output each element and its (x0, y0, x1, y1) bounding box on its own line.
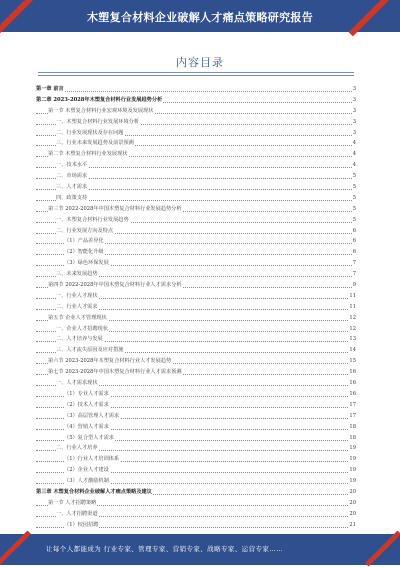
toc-entry[interactable] (36, 324, 356, 335)
toc-entry[interactable] (36, 258, 356, 269)
toc-entry[interactable] (36, 476, 356, 487)
toc-entry-page: 19 (348, 476, 356, 487)
toc-entry-page: 12 (348, 313, 356, 324)
toc-entry-page: 20 (348, 509, 356, 520)
toc-entry-label: 三、人才需求 (56, 182, 88, 193)
toc-entry-page: 6 (352, 247, 356, 258)
toc-entry[interactable] (36, 236, 356, 247)
toc-entry[interactable] (36, 171, 356, 182)
toc-entry-page: 17 (348, 400, 356, 411)
toc-entry-page: 5 (352, 215, 356, 226)
header-bar (0, 0, 400, 32)
toc-entry-page: 5 (352, 182, 356, 193)
toc-entry-label: 三、人才流失原因及应对措施 (56, 345, 124, 356)
toc-entry-page: 16 (348, 378, 356, 389)
toc-entry-label: 第七节 2023-2028年中国木塑复合材料行业人才需求预测 (48, 367, 183, 378)
toc-entry-label: 三、未来发展趋势 (56, 269, 99, 280)
toc-divider-bottom (38, 75, 354, 76)
toc-entry-page: 3 (352, 128, 356, 139)
toc-entry-page: 19 (348, 454, 356, 465)
toc-entry-label: （4）营销人才需求 (64, 422, 110, 433)
toc-entry-label: （3）高层管理人才需求 (64, 411, 120, 422)
toc-entry-page: 6 (352, 236, 356, 247)
toc-entry[interactable] (36, 138, 356, 149)
toc-leader-dots (36, 91, 352, 92)
toc-entry-label: 二、人才培养与发展 (56, 334, 104, 345)
toc-entry[interactable] (36, 160, 356, 171)
toc-entry[interactable] (36, 454, 356, 465)
toc-entry[interactable] (36, 411, 356, 422)
toc-entry-page: 3 (352, 84, 356, 95)
toc-entry[interactable] (36, 302, 356, 313)
toc-entry-label: 第一章 前言 (36, 84, 65, 95)
toc-entry[interactable] (36, 269, 356, 280)
toc-entry-page: 13 (348, 334, 356, 345)
toc-entry-label: 第四节 2022-2028年中国木塑复合材料行业人才需求分析 (48, 280, 183, 291)
toc-entry[interactable] (36, 422, 356, 433)
toc-entry-label: （2）企业人才建设 (64, 465, 110, 476)
toc-entry-label: 一、木塑复合材料行业发展环境分析 (56, 117, 140, 128)
toc-entry-label: 四、政策支持 (56, 193, 88, 204)
toc-entry-label: （1）行业人才培训体系 (64, 454, 120, 465)
toc-entry[interactable] (36, 345, 356, 356)
toc-entry-label: 第二章 2023-2028年木塑复合材料行业发展趋势分析 (36, 95, 163, 106)
toc-entry[interactable] (36, 226, 356, 237)
toc-entry[interactable] (36, 95, 356, 106)
toc-entry[interactable] (36, 389, 356, 400)
toc-entry[interactable] (36, 378, 356, 389)
toc-entry-label: 一、木塑复合材料行业发展趋势 (56, 215, 130, 226)
toc-entry[interactable] (36, 509, 356, 520)
toc-entry-label: 二、市场需求 (56, 171, 88, 182)
toc-entry[interactable] (36, 215, 356, 226)
toc-entry-label: 第五节 企业人才管理现状 (48, 313, 108, 324)
toc-entry[interactable] (36, 106, 356, 117)
toc-entry[interactable] (36, 280, 356, 291)
toc-entry-label: （2）技术人才需求 (64, 400, 110, 411)
toc-entry-label: （2）智能化升级 (64, 247, 105, 258)
toc-entry-page: 6 (352, 226, 356, 237)
toc-entry-label: 一、企业人才招聘现状 (56, 324, 109, 335)
toc-entry[interactable] (36, 356, 356, 367)
toc-divider-top (38, 72, 354, 73)
toc-entry-page: 20 (348, 487, 356, 498)
toc-entry[interactable] (36, 498, 356, 509)
toc-entry[interactable] (36, 443, 356, 454)
toc-entry[interactable] (36, 204, 356, 215)
toc-entry-page: 21 (348, 520, 356, 531)
toc-entry-label: （1）产品差异化 (64, 236, 105, 247)
toc-entry-page: 11 (348, 302, 356, 313)
toc-entry[interactable] (36, 487, 356, 498)
toc-entry[interactable] (36, 433, 356, 444)
toc-entry[interactable] (36, 520, 356, 531)
toc-entry[interactable] (36, 247, 356, 258)
footer-slogan: 让每个人都能成为 行业专家、管理专家、营销专家、战略专家、运营专家…… (46, 545, 284, 553)
toc-entry-label: 第一节 木塑复合材料行业宏观环境及发展现状 (48, 106, 154, 117)
toc-entry-label: 一、技术水平 (56, 160, 88, 171)
toc-entry-page: 20 (348, 498, 356, 509)
toc-entry-page: 3 (352, 106, 356, 117)
toc-entry-label: （1）校园招聘 (64, 520, 99, 531)
toc-entry[interactable] (36, 117, 356, 128)
toc-entry[interactable] (36, 334, 356, 345)
toc-entry-page: 5 (352, 204, 356, 215)
toc-entry-label: 第三节 2022-2028年中国木塑复合材料行业发展趋势分析 (48, 204, 183, 215)
toc-entry-label: 第二节 木塑复合材料行业发展现状 (48, 149, 128, 160)
toc-entry-label: （1）专业人才需求 (64, 389, 110, 400)
toc-entry[interactable] (36, 149, 356, 160)
toc-entry[interactable] (36, 400, 356, 411)
toc-entry-page: 12 (348, 324, 356, 335)
toc-entry-label: 一、行业人才现状 (56, 291, 99, 302)
toc-entry-label: （3）绿色环保发展 (64, 258, 110, 269)
toc-entry-page: 19 (348, 443, 356, 454)
toc-entry-page: 19 (348, 465, 356, 476)
toc-entry-page: 4 (352, 149, 356, 160)
toc-entry[interactable] (36, 182, 356, 193)
toc-entry-page: 7 (352, 269, 356, 280)
toc-entry-page: 16 (348, 367, 356, 378)
report-title: 木塑复合材料企业破解人才痛点策略研究报告 (87, 11, 313, 24)
toc-entry-label: （5）复合型人才需求 (64, 433, 115, 444)
toc-entry-page: 7 (352, 258, 356, 269)
toc-entry-page: 3 (352, 117, 356, 128)
toc-entry-label: 二、行业发展方向及特点 (56, 226, 114, 237)
footer-bar (0, 534, 400, 565)
toc-entry-page: 16 (348, 389, 356, 400)
toc-entry-label: 第三章 木塑复合材料企业破解人才痛点策略及建议 (36, 487, 153, 498)
toc-entry-page: 4 (352, 160, 356, 171)
toc-entry-page: 9 (352, 280, 356, 291)
toc-entry[interactable] (36, 193, 356, 204)
toc-entry-page: 11 (348, 291, 356, 302)
toc-entry-label: 一、人才招聘渠道 (56, 509, 99, 520)
toc-entry-page: 18 (348, 433, 356, 444)
toc-entry-page: 3 (352, 95, 356, 106)
toc-entry-label: （3）人才激励机制 (64, 476, 110, 487)
toc-entry-page: 15 (348, 356, 356, 367)
toc-entry-label: 第六节 2023-2028年木塑复合材料行业人才发展趋势 (48, 356, 172, 367)
toc-entry-label: 二、行业人才需求 (56, 302, 99, 313)
toc-heading: 内容目录 (176, 56, 224, 69)
toc-entry[interactable] (36, 84, 356, 95)
toc-entry-page: 5 (352, 193, 356, 204)
toc-entry[interactable] (36, 128, 356, 139)
toc-entry[interactable] (36, 313, 356, 324)
toc-entry-page: 14 (348, 345, 356, 356)
toc-entry-label: 三、行业未来发展趋势及前景预测 (56, 138, 135, 149)
toc-entry[interactable] (36, 367, 356, 378)
toc-entry-page: 5 (352, 171, 356, 182)
toc-entry-label: 二、行业发展现状及存在问题 (56, 128, 124, 139)
toc-entry-label: 二、行业人才培养 (56, 443, 99, 454)
toc-entry[interactable] (36, 465, 356, 476)
toc-entry-label: 第一节 人才招聘策略 (48, 498, 97, 509)
toc-entry-page: 18 (348, 422, 356, 433)
toc-entry-page: 4 (352, 138, 356, 149)
toc-entry-label: 一、人才需求现状 (56, 378, 99, 389)
toc-entry[interactable] (36, 291, 356, 302)
toc-entry-page: 17 (348, 411, 356, 422)
toc-list (36, 84, 356, 531)
